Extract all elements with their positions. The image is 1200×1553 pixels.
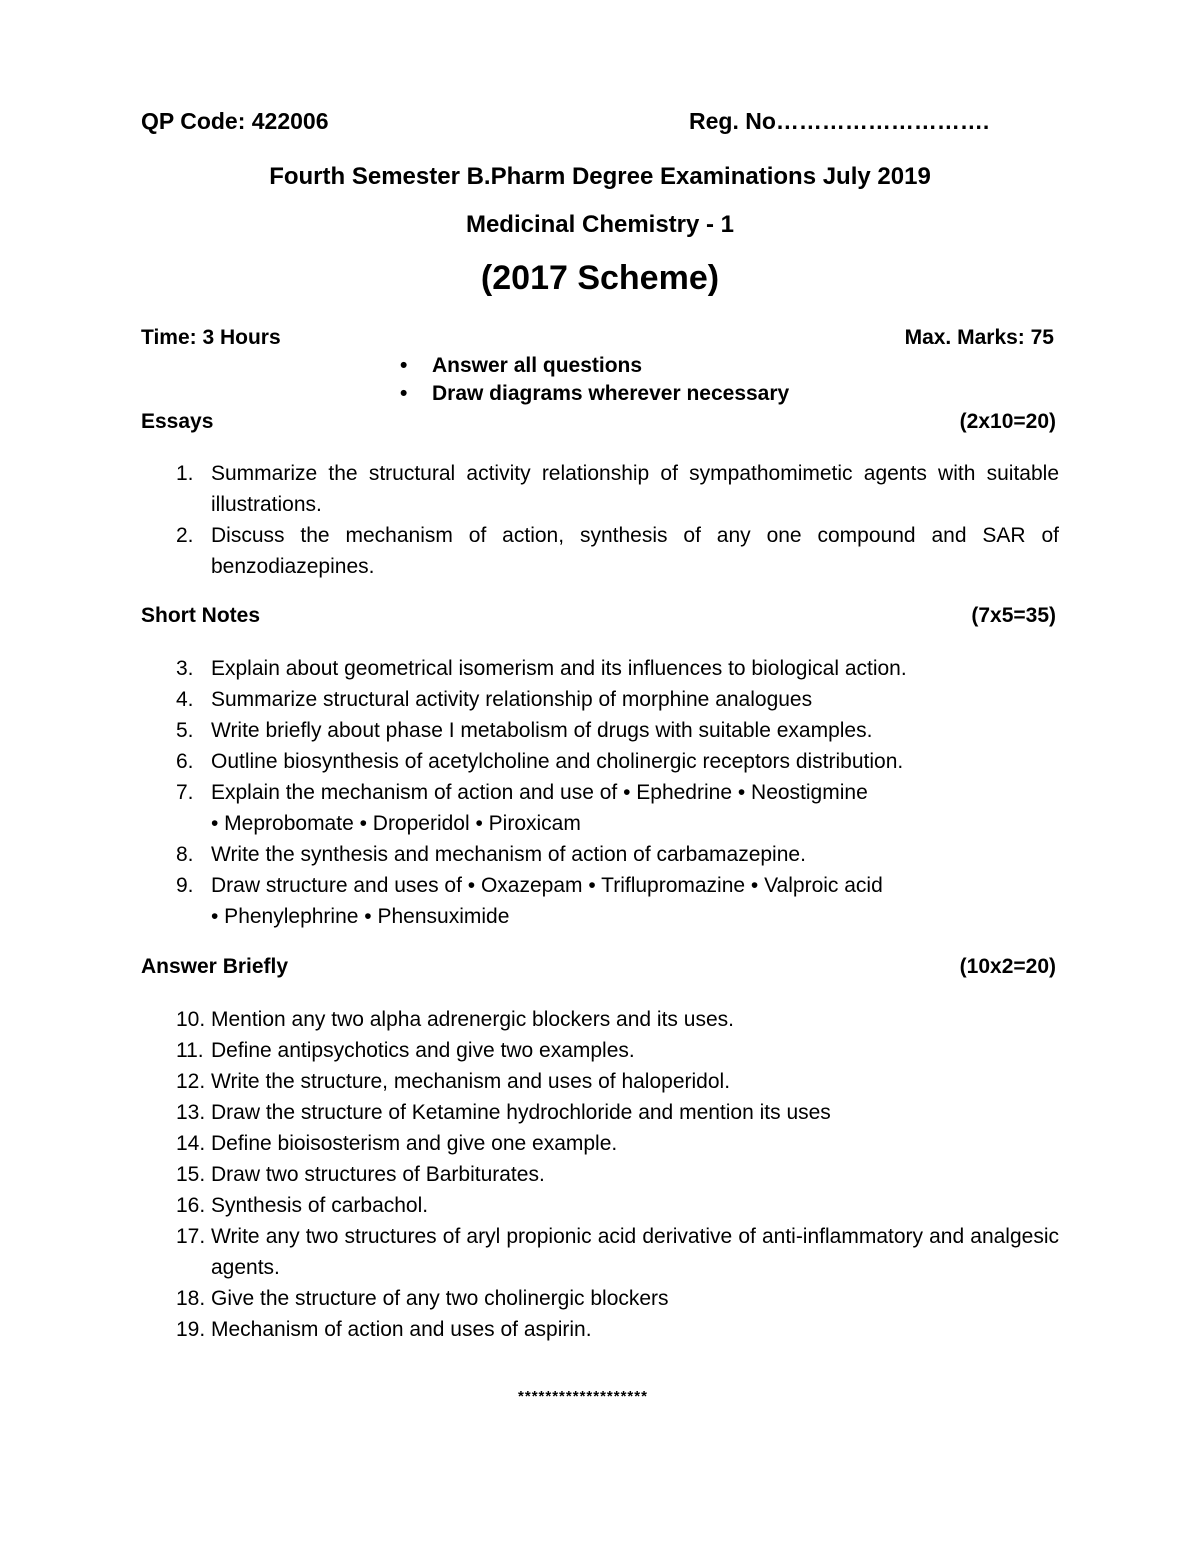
question-item bbox=[141, 1159, 1059, 1190]
question-item bbox=[141, 1221, 1059, 1283]
bullet-icon: • bbox=[400, 354, 408, 377]
question-number: 18. bbox=[176, 1287, 206, 1310]
question-item bbox=[141, 839, 1059, 870]
section-title-answer-briefly: Answer Briefly bbox=[141, 955, 289, 978]
instruction-item bbox=[400, 354, 643, 378]
question-number: 8. bbox=[176, 843, 194, 866]
instruction-text: Answer all questions bbox=[432, 354, 643, 377]
question-item bbox=[141, 458, 1059, 520]
question-item bbox=[141, 1004, 1059, 1035]
question-text: Draw the structure of Ketamine hydrochloride and mention its uses bbox=[211, 1101, 831, 1124]
time-label: Time: 3 Hours bbox=[141, 326, 281, 349]
question-item bbox=[141, 1035, 1059, 1066]
question-number: 7. bbox=[176, 781, 194, 804]
section-marks-essays: (2x10=20) bbox=[959, 410, 1056, 433]
question-item bbox=[141, 520, 1059, 582]
question-text: Summarize the structural activity relationship of sympathomimetic agents with suitable illustrations. bbox=[211, 462, 1059, 516]
question-number: 16. bbox=[176, 1194, 206, 1217]
question-item bbox=[141, 746, 1059, 777]
question-text: Write the synthesis and mechanism of action of carbamazepine. bbox=[211, 843, 806, 866]
question-number: 19. bbox=[176, 1318, 206, 1341]
question-item bbox=[141, 684, 1059, 715]
question-number: 3. bbox=[176, 657, 194, 680]
question-item bbox=[141, 777, 1059, 839]
question-number: 9. bbox=[176, 874, 194, 897]
question-text: Define antipsychotics and give two examples. bbox=[211, 1039, 635, 1062]
max-marks-label: Max. Marks: 75 bbox=[904, 326, 1054, 349]
question-text: Write briefly about phase I metabolism of drugs with suitable examples. bbox=[211, 719, 873, 742]
question-text: Write the structure, mechanism and uses of haloperidol. bbox=[211, 1070, 731, 1093]
question-number: 1. bbox=[176, 462, 194, 485]
section-title-short-notes: Short Notes bbox=[141, 604, 261, 627]
question-number: 10. bbox=[176, 1008, 206, 1031]
question-item bbox=[141, 715, 1059, 746]
section-marks-answer-briefly: (10x2=20) bbox=[959, 955, 1056, 978]
question-text-line: • Phenylephrine • Phensuximide bbox=[211, 905, 510, 928]
question-text: Explain about geometrical isomerism and its influences to biological action. bbox=[211, 657, 907, 680]
question-item bbox=[141, 1283, 1059, 1314]
question-text: Synthesis of carbachol. bbox=[211, 1194, 429, 1217]
question-item bbox=[141, 1097, 1059, 1128]
question-text: Define bioisosterism and give one example. bbox=[211, 1132, 618, 1155]
question-item bbox=[141, 653, 1059, 684]
exam-title: Fourth Semester B.Pharm Degree Examinations July 2019 bbox=[269, 163, 931, 190]
question-number: 13. bbox=[176, 1101, 206, 1124]
question-number: 4. bbox=[176, 688, 194, 711]
question-item bbox=[141, 1190, 1059, 1221]
question-text: Mechanism of action and uses of aspirin. bbox=[211, 1318, 592, 1341]
question-number: 6. bbox=[176, 750, 194, 773]
question-text-line: Explain the mechanism of action and use of • Ephedrine • Neostigmine bbox=[211, 781, 868, 804]
question-text: Give the structure of any two cholinergic blockers bbox=[211, 1287, 669, 1310]
question-text: Discuss the mechanism of action, synthesis of any one compound and SAR of benzodiazepines. bbox=[211, 524, 1059, 578]
bullet-icon: • bbox=[400, 382, 408, 405]
instruction-item bbox=[400, 382, 790, 406]
question-number: 2. bbox=[176, 524, 194, 547]
question-text-line: Draw structure and uses of • Oxazepam • Triflupromazine • Valproic acid bbox=[211, 874, 883, 897]
question-number: 12. bbox=[176, 1070, 206, 1093]
question-number: 15. bbox=[176, 1163, 206, 1186]
question-number: 5. bbox=[176, 719, 194, 742]
section-marks-short-notes: (7x5=35) bbox=[971, 604, 1056, 627]
question-item bbox=[141, 1314, 1059, 1345]
subject-title: Medicinal Chemistry - 1 bbox=[465, 211, 735, 238]
instruction-text: Draw diagrams wherever necessary bbox=[432, 382, 790, 405]
scheme-title: (2017 Scheme) bbox=[480, 259, 720, 297]
question-text: Write any two structures of aryl propionic acid derivative of anti-inflammatory and analgesic agents. bbox=[211, 1225, 1059, 1279]
question-text-line: • Meprobomate • Droperidol • Piroxicam bbox=[211, 812, 581, 835]
reg-no: Reg. No………………………. bbox=[689, 108, 990, 134]
question-text: Mention any two alpha adrenergic blockers and its uses. bbox=[211, 1008, 734, 1031]
qp-code: QP Code: 422006 bbox=[141, 108, 329, 134]
end-marker: ******************* bbox=[518, 1388, 648, 1405]
question-text: Summarize structural activity relationship of morphine analogues bbox=[211, 688, 813, 711]
question-number: 11. bbox=[176, 1039, 204, 1062]
section-title-essays: Essays bbox=[141, 410, 214, 433]
question-number: 17. bbox=[176, 1225, 206, 1248]
question-number: 14. bbox=[176, 1132, 206, 1155]
question-text: Draw two structures of Barbiturates. bbox=[211, 1163, 545, 1186]
question-item bbox=[141, 1128, 1059, 1159]
question-item bbox=[141, 870, 1059, 932]
question-item bbox=[141, 1066, 1059, 1097]
question-text: Outline biosynthesis of acetylcholine and cholinergic receptors distribution. bbox=[211, 750, 904, 773]
